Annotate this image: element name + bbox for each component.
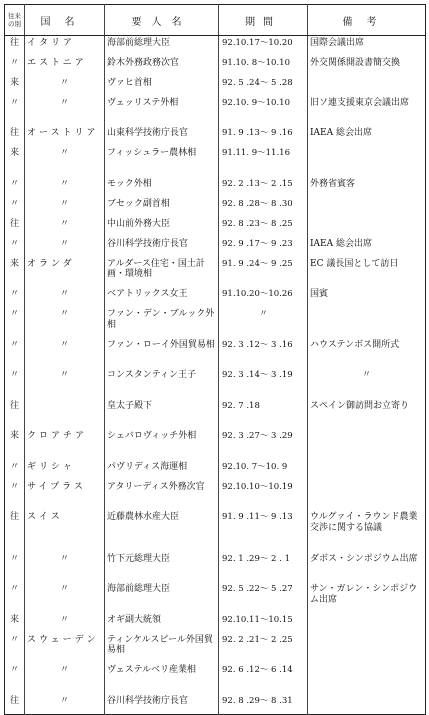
visits-table (4, 4, 426, 715)
table-row (5, 338, 426, 369)
person-cell: 海部前総理大臣 (105, 583, 219, 614)
period-cell: 92. 9 .17～ 9 .23 (219, 237, 308, 257)
person-cell: ベアトリックス女王 (105, 288, 219, 308)
country-cell: ギリシャ (25, 460, 105, 480)
country-cell: 〃 (25, 197, 105, 217)
table-row (5, 583, 426, 614)
period-cell: 91. 9 .11～ 9 .13 (219, 511, 308, 553)
country-cell: スウェーデン (25, 633, 105, 664)
direction-cell: 〃 (9, 198, 19, 209)
direction-cell: 〃 (9, 178, 19, 189)
period-cell: 92.10. 7～10. 9 (219, 460, 308, 480)
direction-cell: 往 (9, 512, 19, 522)
country-cell: 〃 (25, 694, 105, 715)
country-cell: オランダ (25, 257, 105, 288)
person-cell: ヴェステルベリ産業相 (105, 664, 219, 695)
direction-cell: 〃 (9, 339, 19, 350)
table-row (5, 511, 426, 553)
person-cell: 山東科学技術庁長官 (105, 127, 219, 147)
period-cell: 92.10.11～10.15 (219, 613, 308, 633)
table-row (5, 613, 426, 633)
table-row (5, 664, 426, 695)
remarks-cell (308, 308, 426, 339)
period-cell: 92. 3 .27～ 3 .29 (219, 430, 308, 461)
person-cell: ヴェッリステ外相 (105, 96, 219, 127)
direction-cell: 来 (9, 614, 19, 625)
country-cell: 〃 (25, 338, 105, 369)
person-cell: ティンケルスピール外国貿易相 (105, 633, 219, 664)
remarks-cell (308, 217, 426, 237)
remarks-cell (308, 460, 426, 480)
period-cell: 91.10.20～10.26 (219, 288, 308, 308)
period-cell: 92. 2 .21～ 2 .25 (219, 633, 308, 664)
person-cell: ヴァヒ首相 (105, 76, 219, 96)
direction-cell: 往 (9, 37, 19, 48)
person-cell: コンスタンティン王子 (105, 369, 219, 400)
direction-cell: 来 (9, 77, 19, 88)
remarks-cell: IAEA 総会出席 (308, 127, 426, 147)
person-cell: ファン・ローイ外国貿易相 (105, 338, 219, 369)
remarks-cell: ハウステンボス開所式 (308, 338, 426, 369)
country-cell: エストニア (25, 56, 105, 76)
period-cell: 92. 8 .23～ 8 .25 (219, 217, 308, 237)
table-row (5, 56, 426, 76)
direction-cell: 〃 (9, 309, 19, 319)
period-cell: 92.10. 9～10.10 (219, 96, 308, 127)
period-cell: 92. 5 .24～ 5 .28 (219, 76, 308, 96)
header-country: 国名 (25, 5, 105, 36)
period-cell: 92. 6 .12～ 6 .14 (219, 664, 308, 695)
direction-cell: 〃 (9, 461, 19, 472)
country-cell: 〃 (25, 288, 105, 308)
country-cell: 〃 (25, 96, 105, 127)
table-row (5, 76, 426, 96)
direction-cell: 〃 (9, 584, 19, 594)
remarks-cell: ウルグァイ・ラウンド農業交渉に関する協議 (308, 511, 426, 553)
period-cell: 92.10.10～10.19 (219, 480, 308, 511)
period-cell: 92. 7 .18 (219, 399, 308, 430)
person-cell: ブセック副首相 (105, 197, 219, 217)
country-cell: 〃 (25, 552, 105, 583)
table-row (5, 96, 426, 127)
direction-cell: 〃 (9, 553, 19, 564)
period-cell: 92. 2 .13～ 2 .15 (219, 177, 308, 197)
country-cell: 〃 (25, 308, 105, 339)
country-cell: 〃 (25, 369, 105, 400)
remarks-cell (308, 613, 426, 633)
country-cell: 〃 (25, 147, 105, 178)
direction-cell: 来 (9, 258, 19, 269)
person-cell: 谷川科学技術庁長官 (105, 694, 219, 715)
country-cell: 〃 (25, 76, 105, 96)
remarks-cell: 国賓 (308, 288, 426, 308)
remarks-cell: 外務省賓客 (308, 177, 426, 197)
remarks-cell: 外交関係開設書簡交換 (308, 56, 426, 76)
direction-cell: 〃 (9, 57, 19, 68)
table-row (5, 480, 426, 511)
period-cell: 91.11. 9～11.16 (219, 147, 308, 178)
direction-cell: 来 (9, 431, 19, 441)
table-row (5, 460, 426, 480)
table-row (5, 197, 426, 217)
person-cell: モック外相 (105, 177, 219, 197)
period-cell: 92.10.17～10.20 (219, 36, 308, 57)
direction-cell: 往 (9, 128, 19, 138)
table-row (5, 369, 426, 400)
remarks-cell: 旧ソ連支援東京会議出席 (308, 96, 426, 127)
table-row (5, 177, 426, 197)
remarks-cell (308, 76, 426, 96)
remarks-cell (308, 694, 426, 715)
header-row (5, 5, 426, 36)
country-cell: オーストリア (25, 127, 105, 147)
person-cell: 中山前外務大臣 (105, 217, 219, 237)
table-row (5, 147, 426, 178)
person-cell: 鈴木外務政務次官 (105, 56, 219, 76)
remarks-cell: スペイン御訪問お立寄り (308, 399, 426, 430)
remarks-cell: EC 議長国として訪日 (308, 257, 426, 288)
table-row (5, 308, 426, 339)
direction-cell: 〃 (9, 289, 19, 299)
remarks-cell: サン・ガレン・シンポジウム出席 (308, 583, 426, 614)
period-cell: 〃 (219, 308, 308, 339)
person-cell: シェバロヴィッチ外相 (105, 430, 219, 461)
remarks-cell: ダボス・シンポジウム出席 (308, 552, 426, 583)
remarks-cell (308, 197, 426, 217)
direction-cell: 往 (9, 400, 19, 411)
remarks-cell (308, 664, 426, 695)
table-row (5, 399, 426, 430)
header-period: 期間 (219, 5, 308, 36)
table-row (5, 127, 426, 147)
table-row (5, 237, 426, 257)
remarks-cell: IAEA 総会出席 (308, 237, 426, 257)
country-cell: 〃 (25, 664, 105, 695)
direction-cell: 〃 (9, 481, 19, 492)
period-cell: 92. 3 .14～ 3 .19 (219, 369, 308, 400)
table-row (5, 288, 426, 308)
person-cell: アタリーディス外務次官 (105, 480, 219, 511)
period-cell: 91. 9 .24～ 9 .25 (219, 257, 308, 288)
header-remarks: 備考 (308, 5, 426, 36)
period-cell: 91. 9 .13～ 9 .16 (219, 127, 308, 147)
country-cell: 〃 (25, 613, 105, 633)
country-cell: 〃 (25, 583, 105, 614)
remarks-cell (308, 147, 426, 178)
remarks-cell: 〃 (308, 369, 426, 400)
person-cell: 谷川科学技術庁長官 (105, 237, 219, 257)
country-cell (25, 399, 105, 430)
period-cell: 91.10. 8～10.10 (219, 56, 308, 76)
person-cell: パヴリディス海運相 (105, 460, 219, 480)
person-cell: 竹下元総理大臣 (105, 552, 219, 583)
table-row (5, 430, 426, 461)
table-row (5, 552, 426, 583)
table-row (5, 694, 426, 715)
direction-cell: 〃 (9, 665, 19, 675)
direction-cell: 往 (9, 218, 19, 229)
remarks-cell (308, 480, 426, 511)
direction-cell: 〃 (9, 97, 19, 108)
period-cell: 92. 5 .22～ 5 .27 (219, 583, 308, 614)
person-cell: オギ副大統領 (105, 613, 219, 633)
person-cell: 近藤農林水産大臣 (105, 511, 219, 553)
person-cell: フィッシュラー農林相 (105, 147, 219, 178)
period-cell: 92. 3 .12～ 3 .16 (219, 338, 308, 369)
direction-cell: 往 (9, 695, 19, 706)
country-cell: 〃 (25, 177, 105, 197)
remarks-cell: 国際会議出席 (308, 36, 426, 57)
country-cell: イタリア (25, 36, 105, 57)
table-row (5, 257, 426, 288)
period-cell: 92. 8 .29～ 8 .31 (219, 694, 308, 715)
country-cell: 〃 (25, 237, 105, 257)
country-cell: 〃 (25, 217, 105, 237)
table-row (5, 217, 426, 237)
remarks-cell (308, 430, 426, 461)
person-cell: ファン・デン・ブルック外相 (105, 308, 219, 339)
direction-cell: 来 (9, 148, 19, 158)
direction-cell: 〃 (9, 370, 19, 380)
period-cell: 92. 8 .28～ 8 .30 (219, 197, 308, 217)
period-cell: 92. 1 .29～ 2 . 1 (219, 552, 308, 583)
person-cell: 海部前総理大臣 (105, 36, 219, 57)
direction-cell: 〃 (9, 634, 19, 645)
country-cell: サイプラス (25, 480, 105, 511)
header-person: 要人名 (105, 5, 219, 36)
header-direction: 往来 の別 (5, 5, 25, 36)
table-row (5, 36, 426, 57)
country-cell: クロアチア (25, 430, 105, 461)
person-cell: 皇太子殿下 (105, 399, 219, 430)
country-cell: スイス (25, 511, 105, 553)
direction-cell: 〃 (9, 238, 19, 249)
person-cell: アルダース住宅・国土計画・環境相 (105, 257, 219, 288)
table-body (5, 36, 426, 715)
